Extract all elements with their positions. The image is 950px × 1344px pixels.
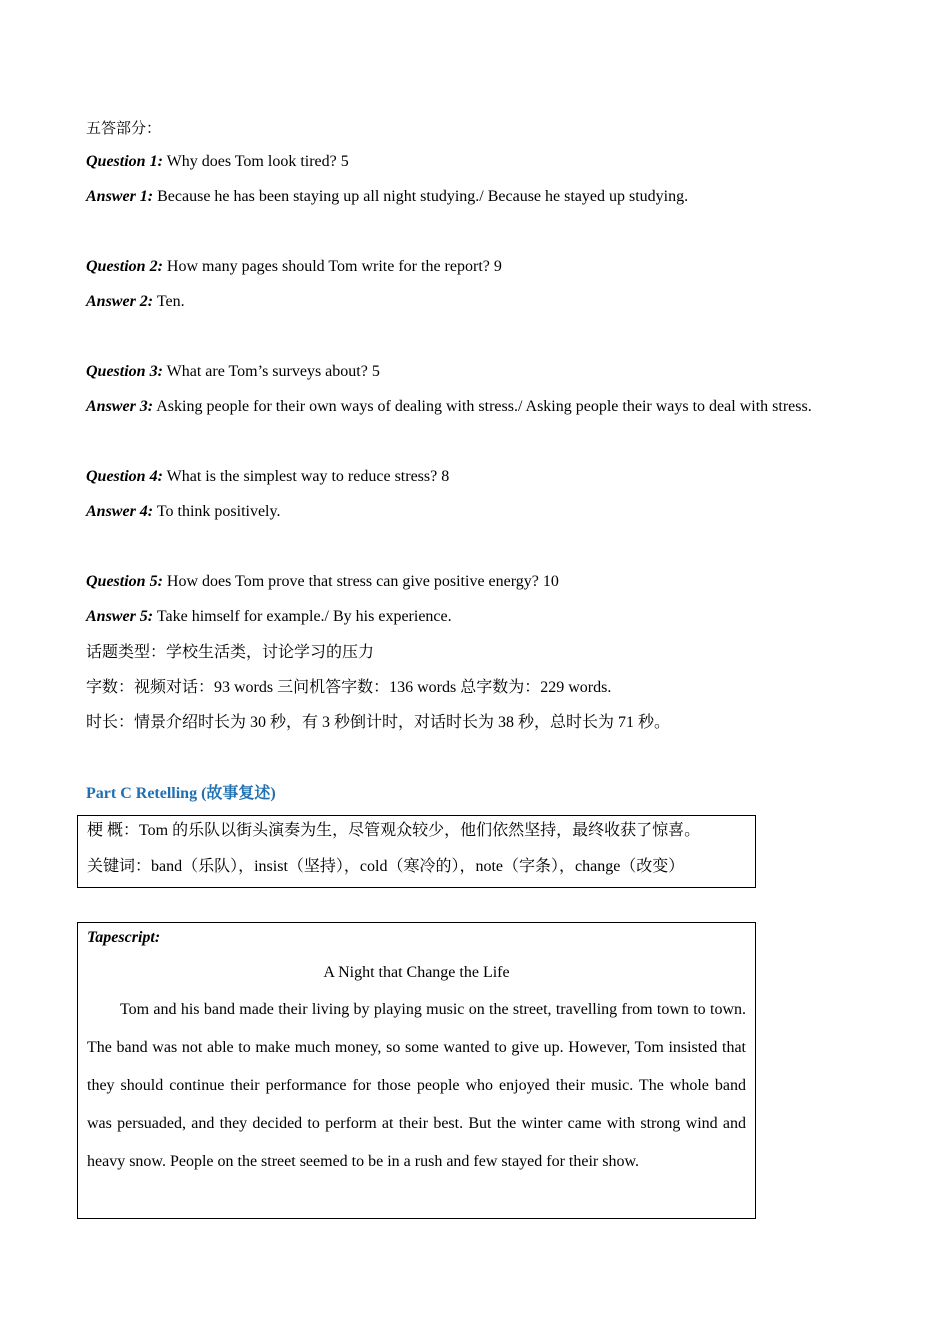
answer-3 <box>86 397 812 417</box>
answer-4-label: Answer 4: <box>86 503 154 520</box>
question-4-text: What is the simplest way to reduce stress? 8 <box>166 468 450 485</box>
question-2 <box>86 257 502 277</box>
question-4 <box>86 467 449 487</box>
question-5 <box>86 572 559 592</box>
answer-2-text: Ten. <box>156 293 185 310</box>
answer-3-label: Answer 3: <box>86 398 154 415</box>
question-3-text: What are Tom’s surveys about? 5 <box>166 363 380 380</box>
answer-5 <box>86 607 452 627</box>
question-5-label: Question 5: <box>86 573 163 590</box>
answer-3-text: Asking people for their own ways of dealing with stress./ Asking people their ways to deal with stress. <box>156 398 812 415</box>
question-2-label: Question 2: <box>86 258 163 275</box>
story-title: A Night that Change the Life <box>323 964 510 981</box>
answer-4 <box>86 502 280 522</box>
answer-5-label: Answer 5: <box>86 608 154 625</box>
tapescript-label: Tapescript: <box>87 929 161 946</box>
duration: 时长：情景介绍时长为 30 秒，有 3 秒倒计时，对话时长为 38 秒，总时长为 71 秒。 <box>86 714 671 731</box>
topic-type: 话题类型：学校生活类，讨论学习的压力 <box>86 644 375 661</box>
story-paragraph: Tom and his band made their living by playing music on the street, travelling from town to town. The band was not able to make much money, so some wanted to give up. However, Tom insisted that they should continue their performance for those people who enjoyed their music. The whole band was persuaded, and they decided to perform at their best. But the winter came with strong wind and heavy snow. People on the street seemed to be in a rush and few stayed for their show. <box>87 1001 746 1170</box>
answer-1 <box>86 187 688 207</box>
question-1 <box>86 152 349 172</box>
question-1-label: Question 1: <box>86 153 163 170</box>
question-1-text: Why does Tom look tired? 5 <box>166 153 349 170</box>
keywords-text: 关键词：band（乐队），insist（坚持），cold（寒冷的），note（字条），change（改变） <box>87 858 685 875</box>
word-count: 字数：视频对话：93 words 三问机答字数：136 words 总字数为：229 words. <box>86 679 612 696</box>
answer-2 <box>86 292 185 312</box>
summary-text: 梗 概：Tom 的乐队以街头演奏为生，尽管观众较少，他们依然坚持，最终收获了惊喜。 <box>87 822 701 839</box>
question-5-text: How does Tom prove that stress can give positive energy? 10 <box>166 573 559 590</box>
question-3 <box>86 362 380 382</box>
question-2-text: How many pages should Tom write for the report? 9 <box>166 258 502 275</box>
part-c-title: Part C Retelling (故事复述) <box>86 785 276 802</box>
question-3-label: Question 3: <box>86 363 163 380</box>
tapescript-box <box>77 922 756 1219</box>
answer-4-text: To think positively. <box>156 503 281 520</box>
answer-1-label: Answer 1: <box>86 188 154 205</box>
answer-2-label: Answer 2: <box>86 293 154 310</box>
answer-5-text: Take himself for example./ By his experience. <box>156 608 452 625</box>
question-4-label: Question 4: <box>86 468 163 485</box>
answer-1-text: Because he has been staying up all night studying./ Because he stayed up studying. <box>157 188 689 205</box>
section-heading: 五答部分： <box>86 119 162 137</box>
summary-box <box>77 815 756 888</box>
